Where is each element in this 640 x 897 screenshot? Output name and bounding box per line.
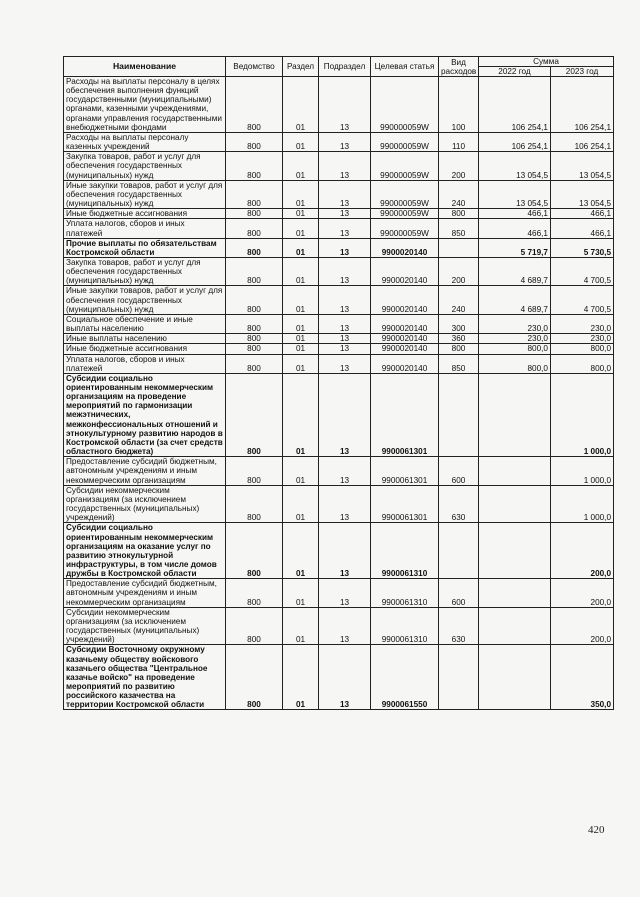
header-target-article: Целевая статья xyxy=(371,57,439,77)
table-row xyxy=(64,645,614,710)
cell-sum-2023: 106 254,1 xyxy=(551,132,614,151)
cell-podrazdel: 13 xyxy=(319,344,371,354)
cell-target-article: 9900061310 xyxy=(371,607,439,645)
cell-target-article: 990000059W xyxy=(371,77,439,133)
cell-expense-type: 630 xyxy=(439,485,479,523)
cell-razdel: 01 xyxy=(283,286,319,314)
cell-expense-type: 800 xyxy=(439,344,479,354)
cell-sum-2022 xyxy=(479,485,551,523)
cell-podrazdel: 13 xyxy=(319,286,371,314)
header-sum: Сумма xyxy=(479,57,614,67)
cell-target-article: 990000059W xyxy=(371,180,439,208)
cell-sum-2022: 13 054,5 xyxy=(479,180,551,208)
cell-target-article: 990000059W xyxy=(371,219,439,238)
cell-target-article: 9900061301 xyxy=(371,457,439,485)
cell-podrazdel: 13 xyxy=(319,485,371,523)
cell-name: Расходы на выплаты персоналу в целях обеспечения выполнения функций государственными (муниципальными) органами, казенными учреждениями, органами управления государственными внебюджетными фондами xyxy=(64,77,226,133)
cell-sum-2023: 106 254,1 xyxy=(551,77,614,133)
cell-sum-2022: 106 254,1 xyxy=(479,77,551,133)
cell-target-article: 9900061550 xyxy=(371,645,439,710)
cell-sum-2023: 466,1 xyxy=(551,219,614,238)
budget-table xyxy=(63,56,614,710)
cell-vedomstvo: 800 xyxy=(226,219,283,238)
cell-vedomstvo: 800 xyxy=(226,77,283,133)
cell-name: Иные выплаты населению xyxy=(64,334,226,344)
cell-target-article: 9900061301 xyxy=(371,373,439,456)
table-row xyxy=(64,607,614,645)
cell-sum-2022: 800,0 xyxy=(479,354,551,373)
cell-vedomstvo: 800 xyxy=(226,344,283,354)
cell-vedomstvo: 800 xyxy=(226,314,283,333)
cell-podrazdel: 13 xyxy=(319,373,371,456)
cell-sum-2022 xyxy=(479,373,551,456)
cell-sum-2023: 5 730,5 xyxy=(551,238,614,257)
cell-vedomstvo: 800 xyxy=(226,485,283,523)
cell-expense-type: 600 xyxy=(439,457,479,485)
cell-name: Иные бюджетные ассигнования xyxy=(64,209,226,219)
cell-sum-2022: 13 054,5 xyxy=(479,152,551,180)
cell-vedomstvo: 800 xyxy=(226,209,283,219)
cell-target-article: 9900020140 xyxy=(371,286,439,314)
cell-razdel: 01 xyxy=(283,457,319,485)
cell-sum-2023: 200,0 xyxy=(551,579,614,607)
cell-podrazdel: 13 xyxy=(319,77,371,133)
cell-target-article: 9900020140 xyxy=(371,238,439,257)
cell-podrazdel: 13 xyxy=(319,209,371,219)
cell-podrazdel: 13 xyxy=(319,257,371,285)
header-podrazdel: Подраздел xyxy=(319,57,371,77)
cell-sum-2023: 200,0 xyxy=(551,523,614,579)
cell-name: Субсидии Восточному окружному казачьему обществу войскового казачьего общества "Центральное казачье войско" на проведение мероприятий по развитию российского казачества на территории Костромской области xyxy=(64,645,226,710)
cell-sum-2023: 13 054,5 xyxy=(551,180,614,208)
cell-expense-type: 200 xyxy=(439,257,479,285)
cell-sum-2022: 106 254,1 xyxy=(479,132,551,151)
cell-sum-2023: 230,0 xyxy=(551,314,614,333)
cell-expense-type: 850 xyxy=(439,219,479,238)
cell-vedomstvo: 800 xyxy=(226,645,283,710)
cell-name: Уплата налогов, сборов и иных платежей xyxy=(64,219,226,238)
cell-vedomstvo: 800 xyxy=(226,286,283,314)
cell-target-article: 9900020140 xyxy=(371,314,439,333)
header-expense-type: Вид расходов xyxy=(439,57,479,77)
table-row xyxy=(64,354,614,373)
cell-sum-2022: 230,0 xyxy=(479,314,551,333)
cell-podrazdel: 13 xyxy=(319,219,371,238)
cell-vedomstvo: 800 xyxy=(226,238,283,257)
cell-razdel: 01 xyxy=(283,354,319,373)
cell-sum-2022 xyxy=(479,579,551,607)
cell-name: Субсидии социально ориентированным некоммерческим организациям на проведение мероприятий по гармонизации межэтнических, межконфессиональных отношений и этнокультурному развитию народов в Костромской области (за счет средств областного бюджета) xyxy=(64,373,226,456)
header-vedomstvo: Ведомство xyxy=(226,57,283,77)
cell-expense-type xyxy=(439,645,479,710)
cell-sum-2023: 4 700,5 xyxy=(551,286,614,314)
cell-target-article: 990000059W xyxy=(371,132,439,151)
table-row xyxy=(64,485,614,523)
cell-expense-type xyxy=(439,238,479,257)
table-row xyxy=(64,314,614,333)
cell-expense-type: 300 xyxy=(439,314,479,333)
cell-sum-2022: 800,0 xyxy=(479,344,551,354)
page-number: 420 xyxy=(588,824,605,836)
cell-podrazdel: 13 xyxy=(319,152,371,180)
cell-target-article: 9900020140 xyxy=(371,344,439,354)
cell-sum-2023: 1 000,0 xyxy=(551,457,614,485)
cell-name: Иные закупки товаров, работ и услуг для обеспечения государственных (муниципальных) нужд xyxy=(64,286,226,314)
cell-podrazdel: 13 xyxy=(319,314,371,333)
cell-sum-2023: 466,1 xyxy=(551,209,614,219)
table-row xyxy=(64,344,614,354)
cell-podrazdel: 13 xyxy=(319,457,371,485)
cell-razdel: 01 xyxy=(283,77,319,133)
cell-name: Расходы на выплаты персоналу казенных учреждений xyxy=(64,132,226,151)
cell-podrazdel: 13 xyxy=(319,334,371,344)
cell-name: Иные бюджетные ассигнования xyxy=(64,344,226,354)
cell-vedomstvo: 800 xyxy=(226,132,283,151)
table-row xyxy=(64,457,614,485)
cell-name: Предоставление субсидий бюджетным, автономным учреждениям и иным некоммерческим организациям xyxy=(64,457,226,485)
table-row xyxy=(64,286,614,314)
cell-sum-2022: 4 689,7 xyxy=(479,257,551,285)
cell-sum-2023: 1 000,0 xyxy=(551,485,614,523)
cell-razdel: 01 xyxy=(283,607,319,645)
table-row xyxy=(64,523,614,579)
cell-sum-2023: 350,0 xyxy=(551,645,614,710)
cell-razdel: 01 xyxy=(283,344,319,354)
table-row xyxy=(64,152,614,180)
cell-expense-type: 360 xyxy=(439,334,479,344)
cell-sum-2023: 1 000,0 xyxy=(551,373,614,456)
cell-name: Субсидии некоммерческим организациям (за исключением государственных (муниципальных) учреждений) xyxy=(64,485,226,523)
cell-target-article: 990000059W xyxy=(371,209,439,219)
cell-sum-2022: 466,1 xyxy=(479,219,551,238)
cell-sum-2022 xyxy=(479,457,551,485)
cell-target-article: 9900061310 xyxy=(371,579,439,607)
cell-sum-2022: 5 719,7 xyxy=(479,238,551,257)
cell-name: Уплата налогов, сборов и иных платежей xyxy=(64,354,226,373)
cell-target-article: 9900020140 xyxy=(371,257,439,285)
cell-expense-type: 200 xyxy=(439,152,479,180)
cell-razdel: 01 xyxy=(283,180,319,208)
cell-name: Субсидии социально ориентированным некоммерческим организациям на оказание услуг по развитию этнокультурной инфраструктуры, в том числе домов дружбы в Костромской области xyxy=(64,523,226,579)
cell-razdel: 01 xyxy=(283,579,319,607)
cell-vedomstvo: 800 xyxy=(226,457,283,485)
cell-podrazdel: 13 xyxy=(319,238,371,257)
table-row xyxy=(64,334,614,344)
cell-podrazdel: 13 xyxy=(319,607,371,645)
cell-vedomstvo: 800 xyxy=(226,180,283,208)
cell-vedomstvo: 800 xyxy=(226,579,283,607)
cell-razdel: 01 xyxy=(283,219,319,238)
cell-target-article: 9900061310 xyxy=(371,523,439,579)
cell-sum-2022 xyxy=(479,523,551,579)
cell-name: Закупка товаров, работ и услуг для обеспечения государственных (муниципальных) нужд xyxy=(64,152,226,180)
table-row xyxy=(64,77,614,133)
table-row xyxy=(64,373,614,456)
cell-razdel: 01 xyxy=(283,152,319,180)
cell-expense-type: 240 xyxy=(439,180,479,208)
cell-sum-2022: 230,0 xyxy=(479,334,551,344)
cell-name: Социальное обеспечение и иные выплаты населению xyxy=(64,314,226,333)
cell-vedomstvo: 800 xyxy=(226,257,283,285)
cell-sum-2023: 800,0 xyxy=(551,344,614,354)
cell-podrazdel: 13 xyxy=(319,132,371,151)
table-row xyxy=(64,257,614,285)
header-name: Наименование xyxy=(64,57,226,77)
cell-razdel: 01 xyxy=(283,257,319,285)
cell-vedomstvo: 800 xyxy=(226,373,283,456)
table-body xyxy=(64,77,614,710)
header-year-2022: 2022 год xyxy=(479,67,551,77)
cell-sum-2023: 800,0 xyxy=(551,354,614,373)
cell-razdel: 01 xyxy=(283,645,319,710)
cell-sum-2023: 230,0 xyxy=(551,334,614,344)
cell-sum-2022: 466,1 xyxy=(479,209,551,219)
cell-sum-2022 xyxy=(479,607,551,645)
cell-sum-2022 xyxy=(479,645,551,710)
cell-podrazdel: 13 xyxy=(319,579,371,607)
cell-target-article: 9900020140 xyxy=(371,354,439,373)
cell-razdel: 01 xyxy=(283,314,319,333)
cell-sum-2023: 200,0 xyxy=(551,607,614,645)
cell-podrazdel: 13 xyxy=(319,180,371,208)
cell-razdel: 01 xyxy=(283,334,319,344)
cell-razdel: 01 xyxy=(283,238,319,257)
cell-sum-2023: 13 054,5 xyxy=(551,152,614,180)
table-row xyxy=(64,238,614,257)
table-row xyxy=(64,579,614,607)
header-razdel: Раздел xyxy=(283,57,319,77)
cell-sum-2023: 4 700,5 xyxy=(551,257,614,285)
cell-vedomstvo: 800 xyxy=(226,152,283,180)
cell-name: Иные закупки товаров, работ и услуг для обеспечения государственных (муниципальных) нужд xyxy=(64,180,226,208)
cell-expense-type xyxy=(439,523,479,579)
header-year-2023: 2023 год xyxy=(551,67,614,77)
cell-expense-type: 600 xyxy=(439,579,479,607)
cell-razdel: 01 xyxy=(283,523,319,579)
table-row xyxy=(64,209,614,219)
cell-expense-type: 240 xyxy=(439,286,479,314)
cell-expense-type: 800 xyxy=(439,209,479,219)
cell-target-article: 990000059W xyxy=(371,152,439,180)
cell-podrazdel: 13 xyxy=(319,523,371,579)
table-row xyxy=(64,132,614,151)
table-row xyxy=(64,219,614,238)
cell-expense-type: 630 xyxy=(439,607,479,645)
table-header xyxy=(64,57,614,77)
cell-vedomstvo: 800 xyxy=(226,523,283,579)
cell-expense-type: 850 xyxy=(439,354,479,373)
cell-name: Предоставление субсидий бюджетным, автономным учреждениям и иным некоммерческим организациям xyxy=(64,579,226,607)
cell-podrazdel: 13 xyxy=(319,354,371,373)
cell-target-article: 9900061301 xyxy=(371,485,439,523)
cell-expense-type xyxy=(439,373,479,456)
cell-vedomstvo: 800 xyxy=(226,334,283,344)
cell-vedomstvo: 800 xyxy=(226,354,283,373)
cell-target-article: 9900020140 xyxy=(371,334,439,344)
cell-expense-type: 100 xyxy=(439,77,479,133)
cell-podrazdel: 13 xyxy=(319,645,371,710)
cell-sum-2022: 4 689,7 xyxy=(479,286,551,314)
table-row xyxy=(64,180,614,208)
cell-vedomstvo: 800 xyxy=(226,607,283,645)
cell-razdel: 01 xyxy=(283,209,319,219)
cell-name: Прочие выплаты по обязательствам Костромской области xyxy=(64,238,226,257)
cell-razdel: 01 xyxy=(283,485,319,523)
cell-expense-type: 110 xyxy=(439,132,479,151)
cell-razdel: 01 xyxy=(283,132,319,151)
cell-razdel: 01 xyxy=(283,373,319,456)
cell-name: Субсидии некоммерческим организациям (за исключением государственных (муниципальных) учреждений) xyxy=(64,607,226,645)
cell-name: Закупка товаров, работ и услуг для обеспечения государственных (муниципальных) нужд xyxy=(64,257,226,285)
